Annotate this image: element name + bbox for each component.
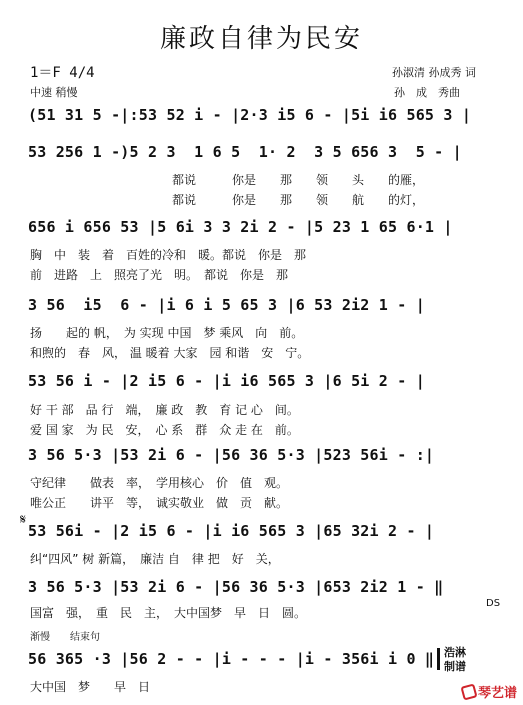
notation-line-5: 53 56 i - |2 i5 6 - |i i6 565 3 |6 5i 2 - |: [28, 372, 425, 390]
lyric-line-8: 国富 强， 重 民 主， 大中国梦 早 日 圆。: [30, 606, 307, 620]
slow-down-mark: 渐慢: [30, 632, 50, 643]
lyric-line-2a: 都说 你是 那 领 头 的雁，: [172, 173, 425, 187]
logo-icon: [460, 683, 477, 700]
lyric-line-2b: 都说 你是 那 领 航 的灯，: [172, 193, 425, 207]
notation-line-1: (51 31 5 -|:53 52 i - |2·3 i5 6 - |5i i6 565 3 |: [28, 106, 472, 124]
lyric-line-3b: 前 进路 上 照亮了光 明。 都说 你是 那: [30, 268, 289, 282]
logo-text: 琴艺谱: [477, 686, 517, 701]
copyist-credit: 浩淋 制谱: [444, 646, 466, 673]
notation-line-8: 3 56 5·3 |53 2i 6 - |56 36 5·3 |653 2i2 1 - ‖: [28, 578, 444, 596]
notation-line-7: 53 56i - |2 i5 6 - |i i6 565 3 |65 32i 2 - |: [28, 522, 435, 540]
site-logo: [462, 682, 517, 701]
lyric-line-4a: 扬 起的 帆， 为 实现 中国 梦 乘风 向 前。: [30, 326, 304, 340]
lyric-line-4b: 和煦的 春 风， 温 暖着 大家 园 和谐 安 宁。: [30, 346, 310, 360]
tempo-marking: 中速 稍慢: [30, 86, 78, 99]
key-signature: 1＝F 4/4: [30, 65, 95, 81]
final-barline: [437, 648, 440, 670]
lyric-line-3a: 胸 中 装 着 百姓的冷和 暖。都说 你是 那: [30, 248, 307, 262]
lyric-line-6b: 唯公正 讲平 等， 诚实敬业 做 贡 献。: [30, 496, 289, 510]
ds-mark: DS: [486, 598, 501, 609]
ending-phrase-mark: 结束句: [70, 632, 100, 643]
song-title: 廉政自律为民安: [159, 24, 363, 54]
composer-credit: 孙 成 秀曲: [394, 86, 460, 99]
lyric-line-5a: 好 干 部 品 行 端， 廉 政 教 育 记 心 间。: [30, 403, 299, 417]
lyric-line-6a: 守纪律 做表 率， 学用核心 价 值 观。: [30, 476, 289, 490]
notation-line-2: 53 256 1 -)5 2 3 1 6 5 1· 2 3 5 656 3 5 - |: [28, 143, 462, 161]
notation-line-4: 3 56 i5 6 - |i 6 i 5 65 3 |6 53 2i2 1 - |: [28, 296, 425, 314]
lyric-line-5b: 爱 国 家 为 民 安， 心 系 群 众 走 在 前。: [30, 423, 299, 437]
notation-line-6: 3 56 5·3 |53 2i 6 - |56 36 5·3 |523 56i - :|: [28, 446, 435, 464]
notation-line-3: 656 i 656 53 |5 6i 3 3 2i 2 - |5 23 1 65 6·1 |: [28, 218, 453, 236]
notation-line-9: 56 365 ·3 |56 2 - - |i - - - |i - 356i i 0 ‖: [28, 650, 435, 668]
lyricist-credit: 孙淑清 孙成秀 词: [392, 66, 476, 79]
segno-icon: 𝄋: [20, 512, 27, 528]
lyric-line-9: 大中国 梦 早 日: [30, 680, 151, 694]
lyric-line-7: 纠“四风” 树 新篇， 廉洁 自 律 把 好 关，: [30, 552, 280, 566]
